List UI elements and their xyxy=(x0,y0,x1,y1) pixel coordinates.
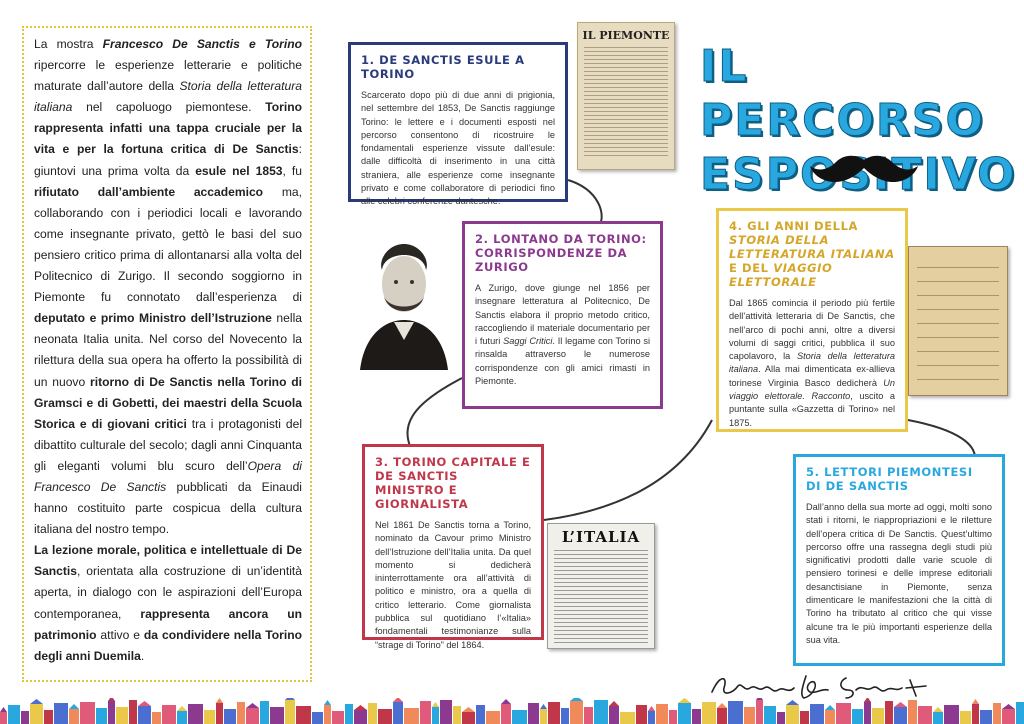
section-3-box xyxy=(362,444,544,650)
skyline-building xyxy=(777,712,785,724)
portrait-image xyxy=(350,240,458,370)
skyline-building xyxy=(669,710,677,724)
skyline-building xyxy=(216,703,223,724)
skyline-building xyxy=(8,705,20,724)
skyline-building xyxy=(162,705,176,724)
skyline-building xyxy=(836,703,851,724)
skyline-roof xyxy=(462,707,475,712)
skyline-roof xyxy=(393,698,403,702)
skyline-building xyxy=(918,706,932,724)
skyline-building xyxy=(717,708,727,724)
skyline-building xyxy=(728,701,743,724)
skyline-building xyxy=(548,702,560,724)
skyline-building xyxy=(96,708,107,724)
skyline-building xyxy=(0,712,7,724)
skyline-building xyxy=(744,707,755,724)
skyline-building xyxy=(1002,709,1015,724)
skyline-building xyxy=(354,710,367,724)
newspaper-masthead-piemonte: IL PIEMONTE xyxy=(582,29,670,42)
skyline-roof xyxy=(786,700,799,705)
skyline-roof xyxy=(678,698,691,703)
section-4-body: Dal 1865 comincia il periodo più fertile dell’attività letteraria di De Sanctis, che nell’arco di pochi anni, oltre a diversi volumi di saggi critici, pubblica il suo capolavoro, la Storia della letteratura italiana. Alla mai dimenticata ex-allieva torinese Virginia Basco dedicherà Un viaggio elettorale. Racconto, uscito a puntante sulla «Gazzetta di Torino» nel 1875. xyxy=(729,298,895,428)
skyline-roof xyxy=(609,701,619,706)
skyline-building xyxy=(462,712,475,724)
intro-paragraph-2: La lezione morale, politica e intellettuale di De Sanctis, orientata alla costruzione di un’identità aperta, in dialogo con le aspirazioni dell’Europa contemporanea, rappresenta ancora un patrimonio attivo e da condividere nella Torino degli anni Duemila. xyxy=(34,543,303,663)
skyline-building xyxy=(420,701,431,724)
skyline-building xyxy=(636,705,647,724)
skyline-building xyxy=(21,711,29,724)
skyline-roof xyxy=(501,699,511,704)
skyline-building xyxy=(177,711,187,724)
skyline-building xyxy=(656,704,668,724)
skyline-building xyxy=(864,702,871,724)
skyline-roof xyxy=(1002,704,1015,709)
skyline-building xyxy=(312,712,323,724)
skyline-roof xyxy=(0,707,7,712)
section-1-title: 1. DE SANCTIS ESULE A TORINO xyxy=(361,53,525,81)
skyline-building xyxy=(285,700,295,724)
skyline-roof xyxy=(69,704,79,709)
section-1-body: Scarcerato dopo più di due anni di prigionia, nel settembre del 1853, De Sanctis raggiunge Torino: le lettere e i documenti esposti nel percorso consentono di ricostruire le fondamentali esperienze vissute dall’esule: dalle difficoltà di inserimento in una città straniera, alle esperienze come insegnante privato e come collaboratore di periodici fino alle celebri conferenze dantesche. xyxy=(361,90,555,207)
section-4-box xyxy=(716,208,908,432)
skyline-building xyxy=(54,703,68,724)
skyline-building xyxy=(825,710,835,724)
section-3-title: 3. TORINO CAPITALE E DE SANCTIS MINISTRO E GIORNALISTA xyxy=(375,455,531,511)
skyline-building xyxy=(129,700,137,724)
skyline-roof xyxy=(717,703,727,708)
skyline-building xyxy=(786,705,799,724)
skyline-building xyxy=(393,702,403,724)
skyline-building xyxy=(246,708,259,724)
skyline-building xyxy=(584,707,593,724)
skyline-roof xyxy=(756,698,763,700)
skyline-building xyxy=(224,709,236,724)
skyline-roof xyxy=(864,698,871,702)
skyline-roof xyxy=(648,706,655,711)
skyline-building xyxy=(345,704,353,724)
skyline-roof xyxy=(324,700,331,705)
skyline-building xyxy=(810,704,824,724)
skyline-building xyxy=(270,707,284,724)
title-line-2: ESPOSITIVO xyxy=(700,149,1017,200)
section-2-box xyxy=(462,221,663,409)
newspaper-l-italia xyxy=(547,523,655,649)
skyline-building xyxy=(378,709,392,724)
skyline-roof xyxy=(246,703,259,708)
skyline-building xyxy=(80,702,95,724)
skyline-building xyxy=(260,701,269,724)
section-5-body: Dall’anno della sua morte ad oggi, molti sono stati i ritorni, le riappropriazioni e le riletture dell’opera critica di De Sanctis. Quest’ultimo percorso offre una rassegna degli studi più significativi prodotti dalle varie scuole di pensiero torinesi e delle imprese editoriali desanctisiane in Piemonte, senza dimenticare le manifestazioni che la città di Torino ha tributato al critico che qui visse alcune tra le più importanti esperienze della sua vita. xyxy=(806,502,992,645)
skyline-building xyxy=(108,701,115,724)
skyline-building xyxy=(561,708,569,724)
skyline-roof xyxy=(432,702,439,707)
intro-paragraph-1: La mostra Francesco De Sanctis e Torino ripercorre le esperienze letterarie e politiche maturate dall’autore della Storia della letteratura italiana nel capoluogo piemontese. Torino rappresenta infatti una tappa cruciale per la vita e per la fortuna critica di De Sanctis: giuntovi una prima volta da esule nel 1853, fu rifiutato dall’ambiente accademico ma, collaborando con i periodici locali e lavorando come insegnante privato, gettò le basi del suo pensiero critico prima di allontanarsi alla volta del Politecnico di Zurigo. Il secondo soggiorno in Piemonte fu connotato dall’esperienza di deputato e primo Ministro dell’Istruzione nella neonata Italia unita. Nel corso del Novecento la rilettura della sua opera ha offerto la possibilità di un nuovo ritorno di De Sanctis nella Torino di Gramsci e di Gobetti, dei maestri della Scuola Storica e di giovani critici tra i protagonisti del dibattito culturale del secolo; dagli anni Cinquanta gli eleganti volumi blu scuro dell’Opera di Francesco De Sanctis pubblicati da Einaudi hanno costituito parte cospicua della cultura italiana del nostro tempo. xyxy=(34,37,303,537)
skyline-building xyxy=(368,703,377,724)
skyline-building xyxy=(512,710,527,724)
skyline-building xyxy=(332,711,344,724)
skyline-building xyxy=(432,707,439,724)
section-2-title: 2. LONTANO DA TORINO: CORRISPONDENZE DA ZURIGO xyxy=(475,232,647,274)
skyline-roof xyxy=(216,698,223,703)
newspaper-columns xyxy=(554,550,648,646)
intro-text-panel xyxy=(22,26,312,682)
skyline-building xyxy=(116,707,128,724)
skyline-building xyxy=(1016,702,1024,724)
skyline-building xyxy=(188,704,203,724)
skyline-building xyxy=(404,708,419,724)
skyline-building xyxy=(972,704,979,724)
skyline-building xyxy=(944,705,959,724)
skyline-building xyxy=(756,700,763,724)
skyline-building xyxy=(570,701,583,724)
skyline-building xyxy=(152,712,161,724)
skyline-roof xyxy=(972,699,979,704)
skyline-building xyxy=(486,711,500,724)
skyline-building xyxy=(894,707,907,724)
skyline-roof xyxy=(30,699,43,704)
skyline-building xyxy=(324,705,331,724)
skyline-building xyxy=(237,702,245,724)
skyline-building xyxy=(69,709,79,724)
section-4-title: 4. GLI ANNI DELLA STORIA DELLA LETTERATURA ITALIANA E DEL VIAGGIO ELETTORALE xyxy=(729,219,895,289)
skyline-building xyxy=(594,700,608,724)
handwritten-letter-image xyxy=(908,246,1008,396)
section-2-body: A Zurigo, dove giunge nel 1856 per insegnare letteratura al Politecnico, De Sanctis elabora il proprio metodo critico, raccogliendo il materiale documentario per i futuri Saggi Critici. Il legame con Torino si rinsalda attraverso le numerose corrispondenze con gli amici rimasti in Piemonte. xyxy=(475,283,651,387)
skyline-building xyxy=(476,705,485,724)
skyline-building xyxy=(540,709,547,724)
skyline-roof xyxy=(285,698,295,700)
skyline-building xyxy=(702,702,716,724)
skyline-building xyxy=(885,701,893,724)
moustache-icon xyxy=(808,152,920,188)
skyline-building xyxy=(620,712,635,724)
newspaper-columns xyxy=(584,47,668,159)
section-3-body: Nel 1861 De Sanctis torna a Torino, nominato da Cavour primo Ministro dell’Istruzione dell’Italia unita. Da quel momento si dedicherà ininterrottamente ora all’attività di politico e ministro, ora a quella di critico letterario. Come giornalista pubblica sul quotidiano l’«Italia» fondamentali testimonianze sulla “strage di Torino” del 1864. xyxy=(375,520,531,650)
newspaper-il-piemonte xyxy=(577,22,675,170)
skyline-building xyxy=(440,700,452,724)
skyline-building xyxy=(800,711,809,724)
skyline-roof xyxy=(825,705,835,710)
skyline-building xyxy=(138,706,151,724)
skyline-building xyxy=(980,710,992,724)
skyline-roof xyxy=(177,706,187,711)
skyline-building xyxy=(648,711,655,724)
section-5-box xyxy=(793,454,1005,666)
skyline-roof xyxy=(540,704,547,709)
skyline-building xyxy=(296,706,311,724)
skyline-building xyxy=(692,709,701,724)
skyline-building xyxy=(852,709,863,724)
skyline-building xyxy=(44,710,53,724)
skyline-roof xyxy=(138,701,151,706)
skyline-building xyxy=(204,710,215,724)
skyline-roof xyxy=(894,702,907,707)
skyline-building xyxy=(501,704,511,724)
section-1-box xyxy=(348,42,568,207)
section-5-title: 5. LETTORI PIEMONTESI DI DE SANCTIS xyxy=(806,465,973,493)
skyline-roof xyxy=(108,698,115,701)
skyline-roof xyxy=(354,705,367,710)
title-line-1: IL PERCORSO xyxy=(700,41,985,146)
skyline-building xyxy=(30,704,43,724)
skyline-building xyxy=(609,706,619,724)
skyline-building xyxy=(933,712,943,724)
skyline-roof xyxy=(933,707,943,712)
skyline-roof xyxy=(570,698,583,701)
skyline-building xyxy=(528,703,539,724)
skyline-building xyxy=(960,711,971,724)
skyline-building xyxy=(453,706,461,724)
skyline-building xyxy=(872,708,884,724)
skyline-building xyxy=(678,703,691,724)
city-skyline-decoration xyxy=(0,698,1024,724)
skyline-building xyxy=(764,706,776,724)
skyline-building xyxy=(908,700,917,724)
newspaper-masthead-italia: L’ITALIA xyxy=(561,528,641,546)
skyline-building xyxy=(993,703,1001,724)
